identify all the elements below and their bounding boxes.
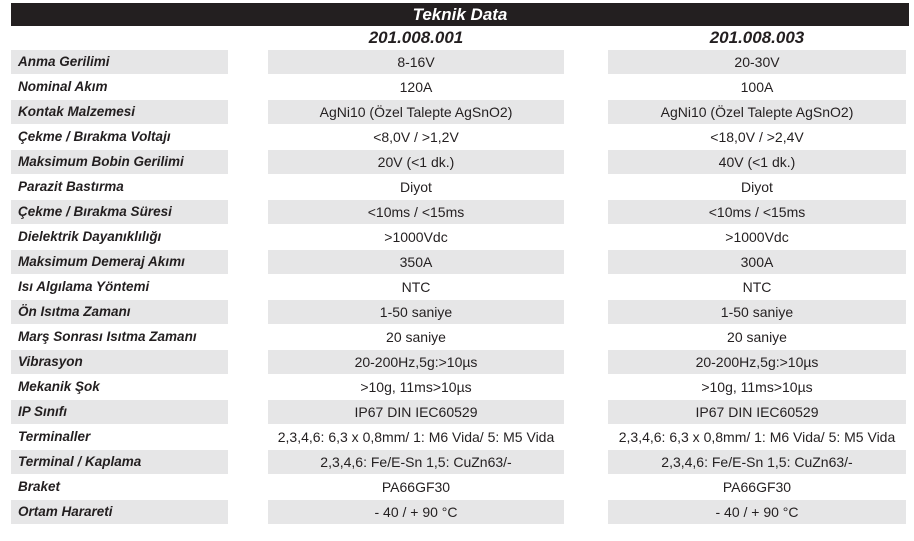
- value-col-1: 1-50 saniye: [268, 300, 564, 324]
- row-label: Anma Gerilimi: [11, 50, 228, 74]
- table-row: [11, 475, 909, 500]
- row-label: IP Sınıfı: [11, 400, 228, 424]
- value-col-1: NTC: [401, 279, 431, 295]
- row-label: Çekme / Bırakma Voltajı: [18, 129, 171, 144]
- row-label: Vibrasyon: [11, 350, 228, 374]
- value-col-1: 2,3,4,6: 6,3 x 0,8mm/ 1: M6 Vida/ 5: M5 Vida: [277, 429, 555, 445]
- table-row: [11, 300, 909, 325]
- table-row: [11, 250, 909, 275]
- value-col-1: 20-200Hz,5g:>10µs: [268, 350, 564, 374]
- value-col-2: >10g, 11ms>10µs: [701, 379, 813, 395]
- value-col-1: <8,0V / >1,2V: [373, 129, 459, 145]
- row-label: Ortam Harareti: [11, 500, 228, 524]
- table-row: [11, 500, 909, 525]
- column-header-2: 201.008.003: [709, 28, 805, 47]
- table-row: [11, 150, 909, 175]
- value-col-1: >1000Vdc: [384, 229, 448, 245]
- row-label: Çekme / Bırakma Süresi: [11, 200, 228, 224]
- value-col-1: - 40 / + 90 °C: [268, 500, 564, 524]
- value-col-1: PA66GF30: [381, 479, 451, 495]
- value-col-1: Diyot: [400, 179, 432, 195]
- table-row: [11, 100, 909, 125]
- value-col-1: 120A: [399, 79, 433, 95]
- value-col-2: 300A: [608, 250, 906, 274]
- value-col-1: <10ms / <15ms: [268, 200, 564, 224]
- table-row: [11, 425, 909, 450]
- row-label: Braket: [18, 479, 61, 494]
- table-row: [11, 325, 909, 350]
- value-col-2: 40V (<1 dk.): [608, 150, 906, 174]
- value-col-1: AgNi10 (Özel Talepte AgSnO2): [268, 100, 564, 124]
- row-label: Marş Sonrası Isıtma Zamanı: [18, 329, 197, 344]
- table-row: [11, 450, 909, 475]
- table-row: [11, 225, 909, 250]
- row-label: Maksimum Bobin Gerilimi: [11, 150, 228, 174]
- value-col-2: 1-50 saniye: [608, 300, 906, 324]
- row-label: Parazit Bastırma: [18, 179, 124, 194]
- value-col-2: 2,3,4,6: 6,3 x 0,8mm/ 1: M6 Vida/ 5: M5 Vida: [618, 429, 896, 445]
- row-label: Kontak Malzemesi: [11, 100, 228, 124]
- row-label: Maksimum Demeraj Akımı: [11, 250, 228, 274]
- table-row: [11, 375, 909, 400]
- value-col-2: 2,3,4,6: Fe/E-Sn 1,5: CuZn63/-: [608, 450, 906, 474]
- row-label: Dielektrik Dayanıklılığı: [18, 229, 162, 244]
- value-col-2: AgNi10 (Özel Talepte AgSnO2): [608, 100, 906, 124]
- table-row: [11, 275, 909, 300]
- value-col-2: <18,0V / >2,4V: [710, 129, 804, 145]
- value-col-2: IP67 DIN IEC60529: [608, 400, 906, 424]
- value-col-1: >10g, 11ms>10µs: [360, 379, 472, 395]
- table-title: Teknik Data: [11, 3, 909, 26]
- table-row: [11, 200, 909, 225]
- value-col-1: 350A: [268, 250, 564, 274]
- value-col-2: PA66GF30: [722, 479, 792, 495]
- value-col-2: NTC: [742, 279, 772, 295]
- row-label: Nominal Akım: [18, 79, 108, 94]
- value-col-2: >1000Vdc: [725, 229, 789, 245]
- value-col-2: Diyot: [741, 179, 773, 195]
- table-row: [11, 400, 909, 425]
- value-col-2: 20-200Hz,5g:>10µs: [608, 350, 906, 374]
- value-col-1: 2,3,4,6: Fe/E-Sn 1,5: CuZn63/-: [268, 450, 564, 474]
- value-col-2: - 40 / + 90 °C: [608, 500, 906, 524]
- row-label: Isı Algılama Yöntemi: [18, 279, 150, 294]
- value-col-1: IP67 DIN IEC60529: [268, 400, 564, 424]
- table-row: [11, 350, 909, 375]
- table-row: [11, 50, 909, 75]
- row-label: Terminaller: [18, 429, 91, 444]
- value-col-1: 8-16V: [268, 50, 564, 74]
- value-col-2: <10ms / <15ms: [608, 200, 906, 224]
- value-col-2: 20 saniye: [727, 329, 787, 345]
- row-label: Mekanik Şok: [18, 379, 100, 394]
- spec-table-body: [11, 50, 909, 525]
- column-header-1: 201.008.001: [368, 28, 464, 47]
- table-row: [11, 175, 909, 200]
- table-row: [11, 125, 909, 150]
- value-col-2: 20-30V: [608, 50, 906, 74]
- value-col-1: 20 saniye: [386, 329, 446, 345]
- row-label: Ön Isıtma Zamanı: [11, 300, 228, 324]
- row-label: Terminal / Kaplama: [11, 450, 228, 474]
- value-col-2: 100A: [740, 79, 774, 95]
- value-col-1: 20V (<1 dk.): [268, 150, 564, 174]
- table-row: [11, 75, 909, 100]
